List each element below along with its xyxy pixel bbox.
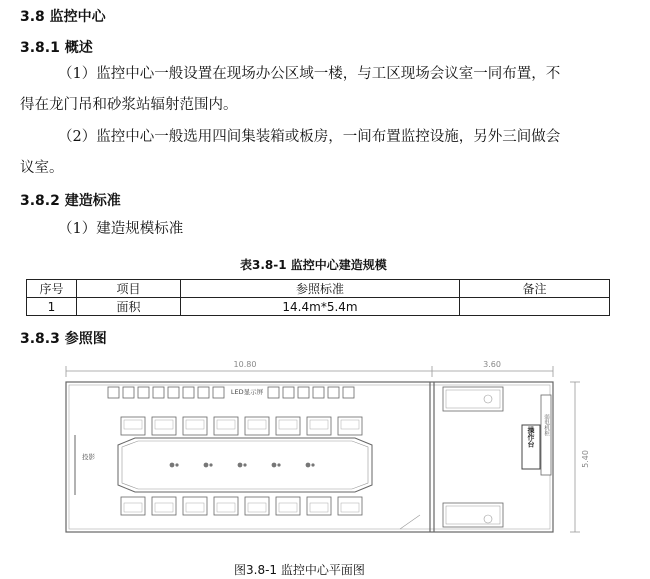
paragraph-2-line-1: （2）监控中心一般选用四间集装箱或板房，一间布置监控设施，另外三间做会 (58, 129, 561, 145)
led-panel (313, 387, 324, 398)
dim-label-left: 10.80 (233, 360, 257, 369)
table-item (277, 463, 280, 466)
led-panel (343, 387, 354, 398)
paragraph-2-line-2: 议室。 (20, 160, 64, 176)
chair (183, 497, 207, 515)
chair (214, 497, 238, 515)
table-header-cell: 序号 (27, 280, 77, 298)
console-label: 操作台 (527, 426, 535, 448)
led-panel (183, 387, 194, 398)
chair (307, 417, 331, 435)
paragraph-3: （1）建造规模标准 (58, 221, 184, 237)
sofa-top (443, 387, 503, 411)
led-panel (198, 387, 209, 398)
led-panel (168, 387, 179, 398)
table-cell (460, 298, 610, 316)
chairs-bottom-row (121, 497, 362, 515)
led-panel (283, 387, 294, 398)
led-panel (153, 387, 164, 398)
chairs-top-row (121, 417, 362, 435)
sofa-bottom (443, 503, 503, 527)
led-panel (108, 387, 119, 398)
section-heading-3-8-2: 3.8.2 建造标准 (20, 193, 121, 209)
led-panel (213, 387, 224, 398)
section-heading-3-8: 3.8 监控中心 (20, 9, 106, 25)
table-item (209, 463, 212, 466)
led-panel (298, 387, 309, 398)
dim-label-right: 3.60 (483, 360, 501, 369)
table-caption: 表3.8-1 监控中心建造规模 (240, 258, 387, 272)
chair (245, 417, 269, 435)
figure-caption: 图3.8-1 监控中心平面图 (234, 563, 365, 577)
table-item (272, 463, 277, 468)
table-row (27, 298, 610, 316)
table-header-cell: 参照标准 (181, 280, 460, 298)
table-item (243, 463, 246, 466)
section-heading-3-8-1: 3.8.1 概述 (20, 40, 93, 56)
table-cell: 1 (27, 298, 77, 316)
chair (152, 497, 176, 515)
scale-table (26, 279, 610, 316)
table-item (204, 463, 209, 468)
chair (121, 417, 145, 435)
chair (214, 417, 238, 435)
table-item (306, 463, 311, 468)
chair (245, 497, 269, 515)
table-item (238, 463, 243, 468)
table-item (170, 463, 175, 468)
led-label: LED显示屏 (230, 388, 264, 396)
table-header-row (27, 280, 610, 298)
door-swing (400, 515, 420, 529)
table-item (175, 463, 178, 466)
table-item (311, 463, 314, 466)
led-panel (328, 387, 339, 398)
chair (276, 417, 300, 435)
chair (276, 497, 300, 515)
chair (338, 497, 362, 515)
chair (121, 497, 145, 515)
led-panel (123, 387, 134, 398)
led-panel (268, 387, 279, 398)
chair (152, 417, 176, 435)
chair (183, 417, 207, 435)
chair (338, 417, 362, 435)
paragraph-1-line-2: 得在龙门吊和砂浆站辐射范围内。 (20, 97, 238, 113)
section-heading-3-8-3: 3.8.3 参照图 (20, 331, 107, 347)
table-header-cell: 项目 (77, 280, 181, 298)
table-cell: 14.4m*5.4m (181, 298, 460, 316)
table-header-cell: 备注 (460, 280, 610, 298)
paragraph-1-line-1: （1）监控中心一般设置在现场办公区域一楼，与工区现场会议室一同布置，不 (58, 66, 561, 82)
floor-plan (0, 355, 650, 555)
table-cell: 面积 (77, 298, 181, 316)
cabinet-label: 弱电机柜 (543, 414, 549, 436)
projector-label: 投影 (82, 453, 95, 461)
chair (307, 497, 331, 515)
led-panel (138, 387, 149, 398)
dim-label-height: 5.40 (581, 450, 590, 468)
